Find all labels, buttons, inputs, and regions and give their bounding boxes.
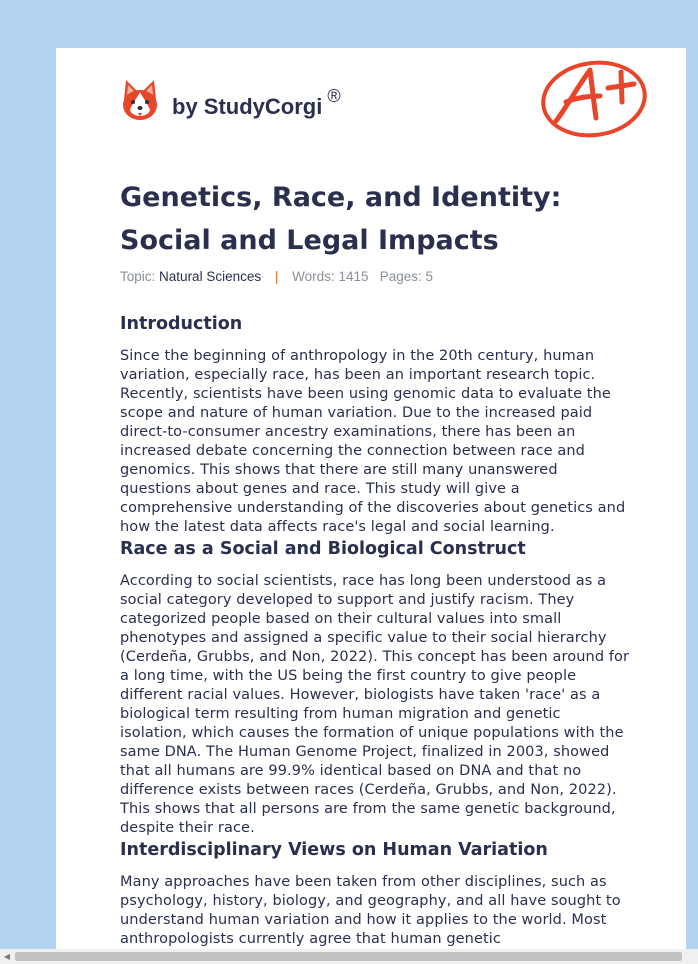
essay-meta: [120, 269, 433, 284]
pages-value: 5: [425, 269, 434, 284]
words-label: Words:: [292, 269, 335, 284]
horizontal-scrollbar[interactable]: [0, 949, 698, 964]
words-value: 1415: [338, 269, 369, 284]
essay-title: Genetics, Race, and Identity: Social and Legal Impacts: [120, 182, 562, 256]
essay-page: [56, 48, 686, 950]
section-heading-introduction: Introduction: [120, 314, 243, 334]
brand-name: by StudyCorgi: [172, 94, 323, 119]
section-heading-interdisciplinary: Interdisciplinary Views on Human Variation: [120, 840, 548, 860]
scroll-left-arrow-icon[interactable]: ◀: [3, 952, 11, 961]
pages-label: Pages:: [379, 269, 422, 284]
section-paragraph-introduction: Since the beginning of anthropology in the 20th century, human variation, especially race, has been an important research topic. Recently, scientists have been using genomic data to evaluate the scope and nature of human variation. Due to the increased paid direct-to-consumer ancestry examinations, there has been an increased debate concerning the connection between race and genomics. This shows that there are still many unanswered questions about genes and race. This study will give a comprehensive understanding of the discoveries about genetics and how the latest data affects race's legal and social learning.: [120, 348, 626, 535]
topic-label: Topic:: [120, 269, 156, 284]
essay-content: [120, 312, 632, 949]
meta-separator: |: [274, 269, 279, 284]
a-plus-grade-icon: [538, 58, 650, 140]
registered-mark: ®: [327, 85, 341, 106]
topic-link[interactable]: Natural Sciences: [159, 269, 262, 284]
section-paragraph-race-construct: According to social scientists, race has long been understood as a social category developed to support and justify racism. They categorized people based on their cultural values into small phenotypes and assigned a specific value to their social hierarchy (Cerdeña, Grubbs, and Non, 2022). This concept has been around for a long time, with the US being the first country to give people different racial values. However, biologists have taken 'race' as a biological term resulting from human migration and genetic isolation, which causes the formation of unique populations with the same DNA. The Human Genome Project, finalized in 2003, showed that all humans are 99.9% identical based on DNA and that no difference exists between races (Cerdeña, Grubbs, and Non, 2022). This shows that all persons are from the same genetic background, despite their race.: [120, 573, 630, 836]
studycorgi-logo[interactable]: [120, 76, 341, 124]
section-heading-race-construct: Race as a Social and Biological Construct: [120, 539, 526, 559]
corgi-logo-icon: [120, 78, 160, 122]
scrollbar-thumb[interactable]: [15, 952, 682, 961]
section-paragraph-interdisciplinary: Many approaches have been taken from other disciplines, such as psychology, history, biology, and geography, and all have sought to understand human variation and how it applies to the world. Most anthropologists currently agree that human genetic: [120, 874, 621, 947]
